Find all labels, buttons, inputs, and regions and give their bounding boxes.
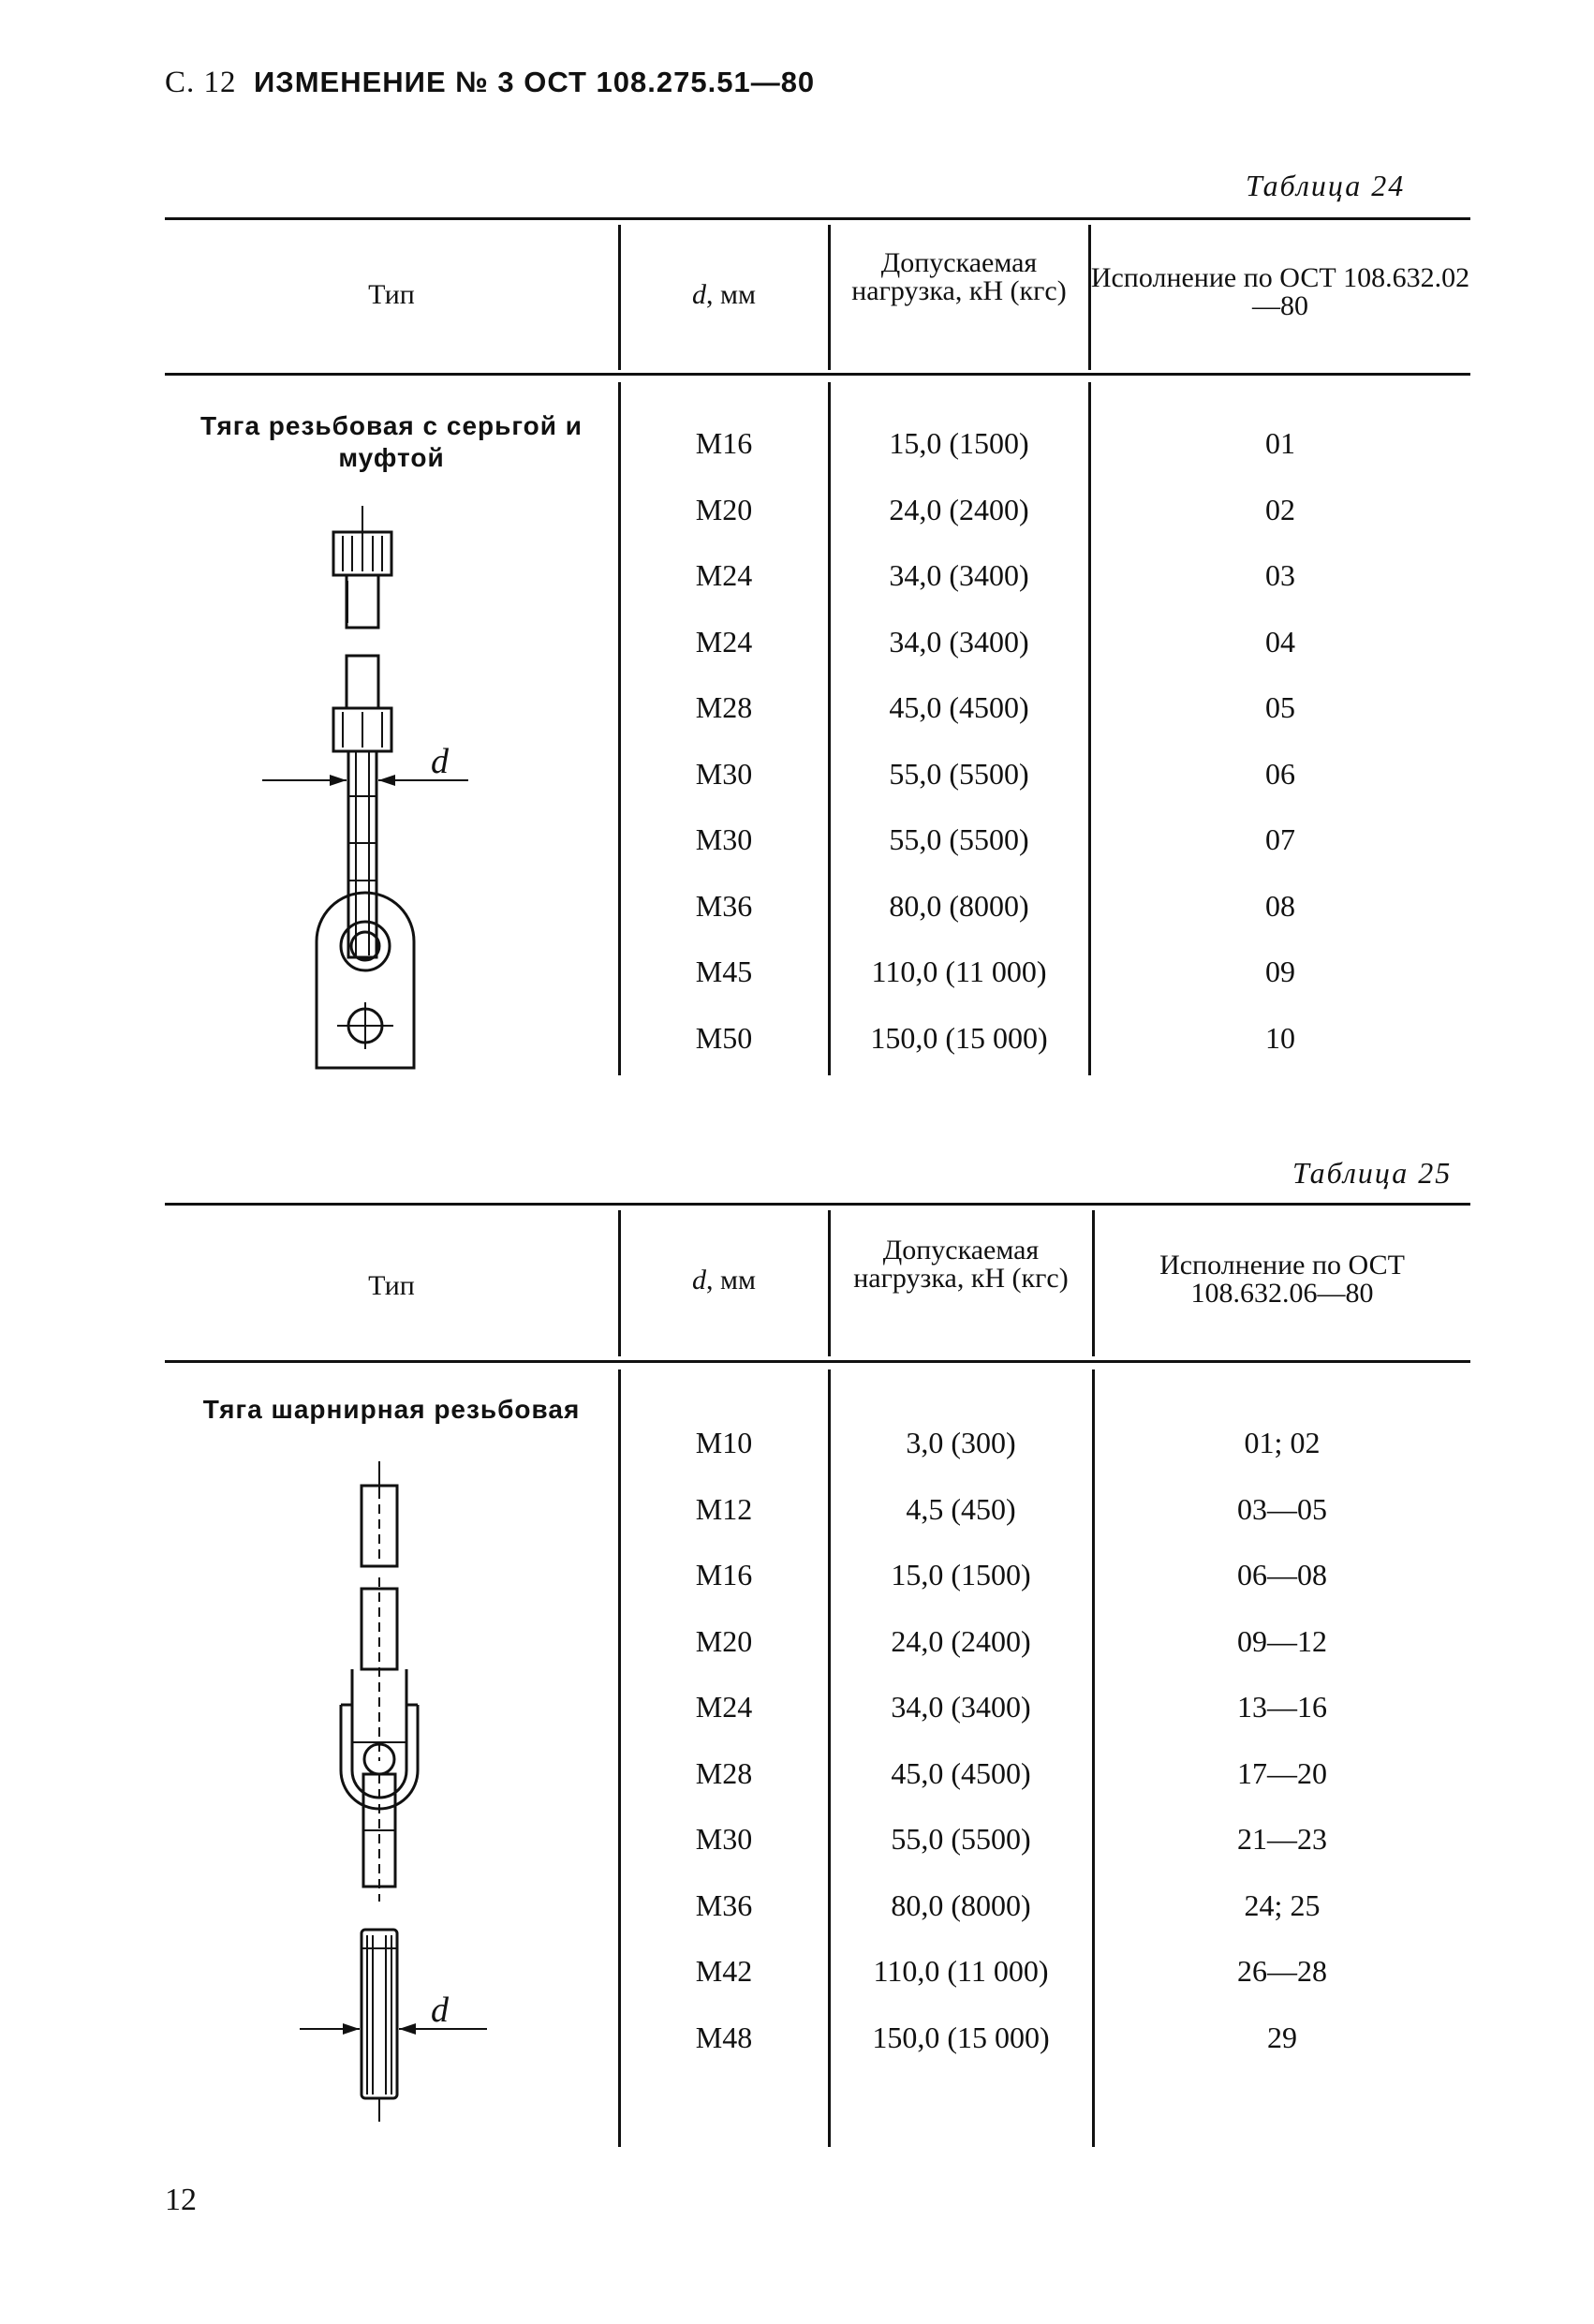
execution-cell: 09	[1265, 955, 1295, 988]
dimension-label-d: d	[431, 1991, 449, 2030]
d-cell: M30	[695, 1822, 753, 1856]
load-cell: 150,0 (15 000)	[872, 2020, 1050, 2054]
load-cell: 3,0 (300)	[906, 1426, 1016, 1459]
execution-cell: 04	[1265, 624, 1295, 659]
load-cell: 45,0 (4500)	[889, 690, 1029, 724]
d-cell: M24	[695, 1690, 753, 1724]
execution-cell: 06	[1265, 756, 1295, 791]
execution-cell: 03	[1265, 558, 1295, 592]
table-25-caption: Таблица 25	[1292, 1156, 1453, 1190]
d-cell: M45	[695, 955, 753, 988]
d-cell: M24	[695, 624, 753, 659]
table-25-top-rule	[165, 1203, 1470, 1206]
d-cell: M16	[695, 1558, 753, 1591]
type-name: Тяга резьбовая с серьгой и муфтой	[200, 411, 583, 472]
load-cell: 34,0 (3400)	[889, 624, 1029, 659]
d-cell: M28	[695, 1755, 753, 1790]
load-cell: 55,0 (5500)	[889, 756, 1029, 791]
execution-cell: 02	[1265, 492, 1295, 526]
table-24-header-rule	[165, 373, 1470, 376]
load-cell: 150,0 (15 000)	[870, 1020, 1048, 1055]
execution-cell: 08	[1265, 888, 1295, 923]
load-cell: 24,0 (2400)	[891, 1623, 1031, 1658]
rod-with-shackle-drawing	[262, 506, 506, 1068]
page-header	[165, 66, 815, 100]
d-cell: M42	[695, 1954, 753, 1988]
load-cell: 34,0 (3400)	[889, 558, 1029, 592]
column-header-load: Допускаемая нагрузка, кН (кгс)	[853, 1235, 1069, 1294]
page-ref: С. 12	[165, 66, 237, 99]
d-cell: M10	[695, 1426, 753, 1459]
column-header-type: Тип	[368, 1270, 415, 1301]
load-cell: 15,0 (1500)	[889, 426, 1029, 460]
dimension-label-d: d	[431, 742, 449, 781]
load-cell: 15,0 (1500)	[891, 1558, 1031, 1591]
d-cell: M36	[695, 1887, 753, 1922]
execution-cell: 13—16	[1237, 1690, 1327, 1724]
hinged-rod-drawing	[300, 1461, 506, 2136]
d-cell: M12	[695, 1491, 753, 1526]
execution-cell: 05	[1265, 690, 1295, 724]
execution-cell: 17—20	[1237, 1755, 1327, 1790]
column-header-execution: Исполнение по ОСТ 108.632.06—80	[1159, 1250, 1405, 1309]
execution-cell: 01; 02	[1244, 1426, 1321, 1459]
load-cell: 80,0 (8000)	[889, 888, 1029, 923]
table-24-caption: Таблица 24	[1246, 169, 1406, 202]
execution-cell: 01	[1265, 426, 1295, 460]
table-24-top-rule	[165, 217, 1470, 220]
d-cell: M30	[695, 822, 753, 856]
d-cell: M20	[695, 492, 753, 526]
load-cell: 110,0 (11 000)	[871, 955, 1047, 988]
load-cell: 34,0 (3400)	[891, 1690, 1031, 1724]
type-name: Тяга шарнирная резьбовая	[202, 1395, 581, 1424]
execution-cell: 06—08	[1237, 1558, 1327, 1591]
d-cell: M50	[695, 1020, 753, 1055]
execution-cell: 21—23	[1237, 1822, 1327, 1856]
d-cell: M48	[695, 2020, 753, 2054]
d-cell: M20	[695, 1623, 753, 1658]
table-25-header-rule	[165, 1360, 1470, 1363]
d-cell: M24	[695, 558, 753, 592]
execution-cell: 10	[1265, 1020, 1295, 1055]
column-header-execution: Исполнение по ОСТ 108.632.02—80	[1090, 262, 1470, 321]
d-cell: M28	[695, 690, 753, 724]
load-cell: 55,0 (5500)	[889, 822, 1029, 856]
load-cell: 55,0 (5500)	[891, 1822, 1031, 1856]
execution-cell: 07	[1265, 822, 1295, 856]
execution-cell: 03—05	[1237, 1491, 1327, 1526]
column-header-d: d, мм	[692, 279, 756, 310]
d-cell: M36	[695, 888, 753, 923]
column-header-d: d, мм	[692, 1265, 756, 1295]
page-number: 12	[165, 2183, 197, 2217]
d-cell: M16	[695, 426, 753, 460]
execution-cell: 09—12	[1237, 1623, 1327, 1658]
load-cell: 110,0 (11 000)	[873, 1954, 1049, 1988]
column-header-type: Тип	[368, 279, 415, 310]
load-cell: 4,5 (450)	[906, 1491, 1016, 1526]
execution-cell: 24; 25	[1244, 1887, 1321, 1922]
execution-cell: 26—28	[1237, 1954, 1327, 1988]
load-cell: 45,0 (4500)	[891, 1755, 1031, 1790]
execution-cell: 29	[1267, 2020, 1297, 2054]
document-title: ИЗМЕНЕНИЕ № 3 ОСТ 108.275.51—80	[254, 66, 816, 98]
load-cell: 80,0 (8000)	[891, 1887, 1031, 1922]
column-header-load: Допускаемая нагрузка, кН (кгс)	[851, 247, 1067, 306]
load-cell: 24,0 (2400)	[889, 492, 1029, 526]
d-cell: M30	[695, 756, 753, 791]
